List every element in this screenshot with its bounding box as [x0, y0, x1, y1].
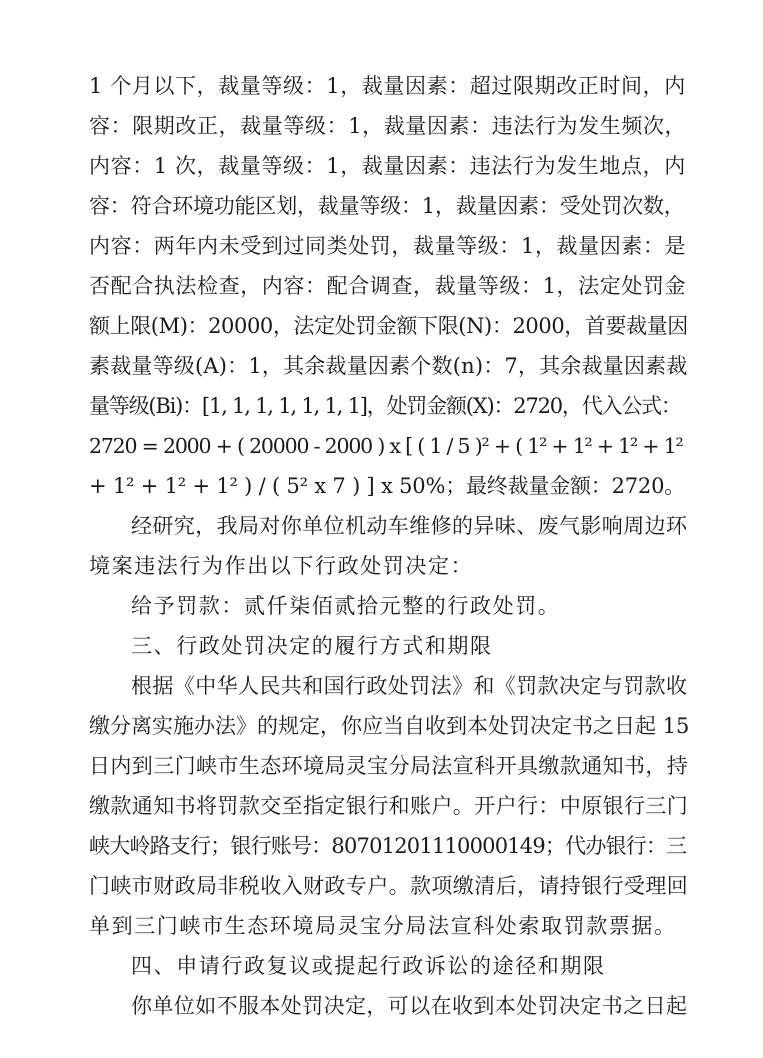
text-line-content: 根据《中华人民共和国行政处罚法》和《罚款决定与罚款收	[131, 674, 688, 698]
section-heading-text: 三、行政处罚决定的履行方式和期限	[131, 634, 493, 658]
text-line	[0, 746, 763, 786]
text-line-content: 经研究，我局对你单位机动车维修的异味、废气影响周边环	[131, 514, 688, 538]
section-heading	[0, 626, 763, 666]
text-line-content: 单到三门峡市生态环境局灵宝分局法宣科处索取罚款票据。	[89, 914, 677, 938]
text-line-content: 量等级(Bi)：[1, 1, 1, 1, 1, 1, 1]，处罚金额(X)：2720，代入公式：	[89, 394, 681, 418]
text-line	[0, 466, 763, 506]
text-line	[0, 546, 763, 586]
text-line-content: 峡大岭路支行；银行账号：80701201110000149；代办银行：三	[89, 834, 687, 858]
text-line	[0, 706, 763, 746]
text-line	[0, 386, 763, 426]
text-line	[0, 146, 763, 186]
text-line-content: + 1² + 1² + 1² ) / ( 5² x 7 ) ] x 50%；最终裁量金额：2720。	[89, 474, 686, 498]
text-line	[0, 786, 763, 826]
text-line	[0, 426, 763, 466]
text-line-content: 素裁量等级(A)：1，其余裁量因素个数(n)：7，其余裁量因素裁	[89, 354, 688, 378]
text-line-content: 额上限(M)：20000，法定处罚金额下限(N)：2000，首要裁量因	[89, 314, 688, 338]
text-line	[0, 226, 763, 266]
text-line-content: 你单位如不服本处罚决定，可以在收到本处罚决定书之日起	[131, 994, 688, 1018]
text-line-content: 容：限期改正，裁量等级：1，裁量因素：违法行为发生频次，	[89, 114, 687, 138]
text-line-content: 内容：1 次，裁量等级：1，裁量因素：违法行为发生地点，内	[89, 154, 686, 178]
text-line	[0, 106, 763, 146]
text-line	[0, 906, 763, 946]
text-line	[0, 306, 763, 346]
text-line-content: 日内到三门峡市生态环境局灵宝分局法宣科开具缴款通知书，持	[89, 754, 689, 778]
text-line-content: 给予罚款：贰仟柒佰贰拾元整的行政处罚。	[131, 594, 561, 618]
text-line	[0, 666, 763, 706]
section-heading-text: 四、申请行政复议或提起行政诉讼的途径和期限	[131, 954, 606, 978]
text-line-content: 否配合执法检查，内容：配合调查，裁量等级：1，法定处罚金	[89, 274, 687, 298]
text-line-content: 境案违法行为作出以下行政处罚决定：	[89, 554, 474, 578]
text-line	[0, 826, 763, 866]
text-line-content: 2720 = 2000 + ( 20000 - 2000 ) x [ ( 1 / 5 )² + ( 1² + 1² + 1² + 1²	[89, 434, 683, 458]
text-line	[0, 866, 763, 906]
text-line	[0, 186, 763, 226]
text-line-content: 1 个月以下，裁量等级：1，裁量因素：超过限期改正时间，内	[89, 74, 686, 98]
text-line-content: 缴分离实施办法》的规定，你应当自收到本处罚决定书之日起 15	[89, 714, 690, 738]
text-line-content: 缴款通知书将罚款交至指定银行和账户。开户行：中原银行三门	[89, 794, 689, 818]
text-line	[0, 986, 763, 1026]
text-line	[0, 346, 763, 386]
text-line-content: 内容：两年内未受到过同类处罚，裁量等级：1，裁量因素：是	[89, 234, 687, 258]
text-line-content: 门峡市财政局非税收入财政专户。款项缴清后，请持银行受理回	[89, 874, 689, 898]
text-line	[0, 266, 763, 306]
text-line	[0, 66, 763, 106]
section-heading	[0, 946, 763, 986]
text-line-content: 容：符合环境功能区划，裁量等级：1，裁量因素：受处罚次数，	[89, 194, 685, 218]
text-line	[0, 586, 763, 626]
text-line	[0, 506, 763, 546]
